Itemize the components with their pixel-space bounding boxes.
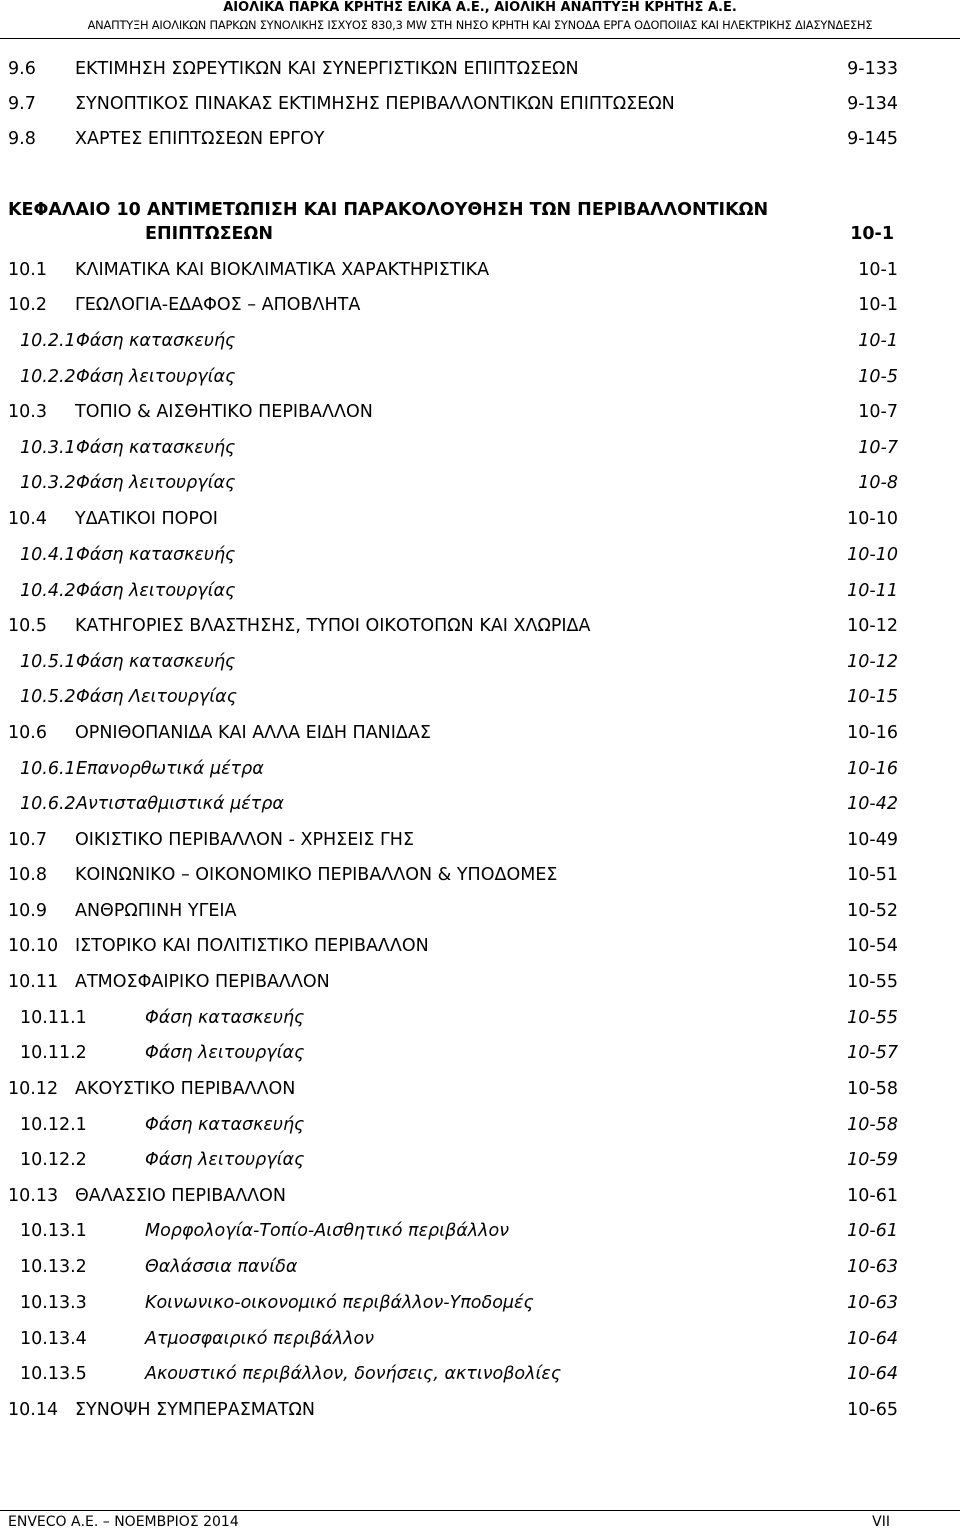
toc-page: 10-15 (847, 687, 898, 707)
toc-number: 10.13.5 (20, 1364, 87, 1384)
toc-title: ΧΑΡΤΕΣ ΕΠΙΠΤΩΣΕΩΝ ΕΡΓΟΥ (75, 129, 325, 149)
toc-page: 10-10 (847, 545, 898, 565)
toc-title: ΟΡΝΙΘΟΠΑΝΙΔΑ ΚΑΙ ΑΛΛΑ ΕΙΔΗ ΠΑΝΙΔΑΣ (75, 723, 431, 743)
toc-subentry[interactable] (0, 363, 960, 391)
toc-entry[interactable] (0, 505, 960, 533)
toc-number: 10.7 (8, 830, 47, 850)
toc-title: Ακουστικό περιβάλλον, δονήσεις, ακτινοβολίες (145, 1364, 562, 1384)
header-companies: ΑΙΟΛΙΚΑ ΠΑΡΚΑ ΚΡΗΤΗΣ ΕΛΙΚΑ Α.Ε., ΑΙΟΛΙΚΗ ΑΝΑΠΤΥΞΗ ΚΡΗΤΗΣ Α.Ε. (223, 0, 737, 15)
toc-entry[interactable] (0, 1182, 960, 1210)
toc-title: ΑΚΟΥΣΤΙΚΟ ΠΕΡΙΒΑΛΛΟΝ (75, 1079, 296, 1099)
toc-number: 10.6.2 (20, 794, 76, 814)
toc-number: 10.9 (8, 901, 47, 921)
toc-page: 10-61 (847, 1221, 898, 1241)
toc-subentry[interactable] (0, 1253, 960, 1281)
toc-entry[interactable] (0, 125, 960, 153)
toc-page: 10-63 (847, 1293, 898, 1313)
toc-number: 9.6 (8, 59, 36, 79)
toc-number: 10.11.1 (20, 1008, 87, 1028)
toc-subentry[interactable] (0, 327, 960, 355)
chapter-title-line1: ΚΕΦΑΛΑΙΟ 10 ΑΝΤΙΜΕΤΩΠΙΣΗ ΚΑΙ ΠΑΡΑΚΟΛΟΥΘΗΣΗ ΤΩΝ ΠΕΡΙΒΑΛΛΟΝΤΙΚΩΝ (8, 200, 769, 220)
toc-number: 10.6.1 (20, 759, 76, 779)
toc-number: 10.14 (8, 1400, 59, 1420)
toc-page: 10-64 (847, 1364, 898, 1384)
toc-title: ΣΥΝΟΨΗ ΣΥΜΠΕΡΑΣΜΑΤΩΝ (75, 1400, 315, 1420)
toc-page: 10-1 (858, 331, 898, 351)
toc-subentry[interactable] (0, 577, 960, 605)
toc-subentry[interactable] (0, 1289, 960, 1317)
toc-page: 10-57 (847, 1043, 898, 1063)
toc-title: Φάση λειτουργίας (76, 473, 236, 493)
toc-subentry[interactable] (0, 648, 960, 676)
toc-number: 10.12.2 (20, 1150, 87, 1170)
toc-title: Φάση Λειτουργίας (76, 687, 237, 707)
toc-number: 10.8 (8, 865, 47, 885)
toc-entry[interactable] (0, 55, 960, 83)
toc-entry[interactable] (0, 826, 960, 854)
header-project-title: ΑΝΑΠΤΥΞΗ ΑΙΟΛΙΚΩΝ ΠΑΡΚΩΝ ΣΥΝΟΛΙΚΗΣ ΙΣΧΥΟΣ 830,3 MW ΣΤΗ ΝΗΣΟ ΚΡΗΤΗ ΚΑΙ ΣΥΝΟΔΑ ΕΡΓΑ ΟΔΟΠΟΙΙΑΣ ΚΑΙ ΗΛΕΚΤΡΙΚΗΣ ΔΙΑΣΥΝΔΕΣΗΣ (87, 18, 873, 32)
toc-number: 10.2.1 (20, 331, 76, 351)
toc-entry[interactable] (0, 1396, 960, 1424)
toc-title: Φάση κατασκευής (76, 438, 236, 458)
toc-page: 10-1 (858, 295, 898, 315)
page-header (0, 0, 960, 40)
toc-number: 10.13.2 (20, 1257, 87, 1277)
toc-subentry[interactable] (0, 1217, 960, 1245)
toc-subentry[interactable] (0, 1146, 960, 1174)
toc-subentry[interactable] (0, 790, 960, 818)
toc-page: 10-55 (847, 972, 898, 992)
toc-entry[interactable] (0, 291, 960, 319)
toc-title: Φάση λειτουργίας (76, 367, 236, 387)
toc-page: 10-49 (847, 830, 898, 850)
toc-title: ΚΛΙΜΑΤΙΚΑ ΚΑΙ ΒΙΟΚΛΙΜΑΤΙΚΑ ΧΑΡΑΚΤΗΡΙΣΤΙΚΑ (75, 260, 490, 280)
toc-entry[interactable] (0, 90, 960, 118)
toc-entry[interactable] (0, 256, 960, 284)
toc-page: 9-134 (847, 94, 898, 114)
toc-title: ΑΝΘΡΩΠΙΝΗ ΥΓΕΙΑ (75, 901, 237, 921)
toc-title: Φάση κατασκευής (76, 652, 236, 672)
toc-title: ΣΥΝΟΠΤΙΚΟΣ ΠΙΝΑΚΑΣ ΕΚΤΙΜΗΣΗΣ ΠΕΡΙΒΑΛΛΟΝΤΙΚΩΝ ΕΠΙΠΤΩΣΕΩΝ (75, 94, 675, 114)
toc-page: 10-16 (847, 723, 898, 743)
toc-entry[interactable] (0, 861, 960, 889)
toc-page: 10-11 (847, 581, 898, 601)
toc-page: 10-54 (847, 936, 898, 956)
toc-number: 10.13.1 (20, 1221, 87, 1241)
toc-number: 10.6 (8, 723, 47, 743)
toc-entry[interactable] (0, 719, 960, 747)
toc-subentry[interactable] (0, 1039, 960, 1067)
toc-number: 10.4.2 (20, 581, 76, 601)
toc-page: 10-63 (847, 1257, 898, 1277)
toc-number: 10.4 (8, 509, 47, 529)
toc-page: 10-61 (847, 1186, 898, 1206)
toc-entry[interactable] (0, 1075, 960, 1103)
toc-page: 10-65 (847, 1400, 898, 1420)
toc-entry[interactable] (0, 968, 960, 996)
toc-subentry[interactable] (0, 469, 960, 497)
toc-page: 10-51 (847, 865, 898, 885)
toc-page: 10-8 (858, 473, 898, 493)
toc-entry[interactable] (0, 398, 960, 426)
toc-title: ΙΣΤΟΡΙΚΟ ΚΑΙ ΠΟΛΙΤΙΣΤΙΚΟ ΠΕΡΙΒΑΛΛΟΝ (75, 936, 429, 956)
toc-number: 10.13 (8, 1186, 59, 1206)
toc-subentry[interactable] (0, 1004, 960, 1032)
toc-title: Φάση λειτουργίας (145, 1043, 305, 1063)
toc-subentry[interactable] (0, 683, 960, 711)
toc-title: ΚΟΙΝΩΝΙΚΟ – ΟΙΚΟΝΟΜΙΚΟ ΠΕΡΙΒΑΛΛΟΝ & ΥΠΟΔΟΜΕΣ (75, 865, 558, 885)
toc-page: 10-59 (847, 1150, 898, 1170)
chapter-page: 10-1 (850, 224, 894, 244)
toc-entry[interactable] (0, 897, 960, 925)
toc-number: 9.8 (8, 129, 36, 149)
toc-page: 10-12 (847, 652, 898, 672)
toc-number: 10.3.1 (20, 438, 76, 458)
toc-title: Κοινωνικο-οικονομικό περιβάλλον-Υποδομές (145, 1293, 534, 1313)
toc-entry[interactable] (0, 612, 960, 640)
toc-page: 10-58 (847, 1079, 898, 1099)
page-number: VII (872, 1514, 890, 1530)
toc-title: Φάση κατασκευής (76, 331, 236, 351)
toc-title: ΥΔΑΤΙΚΟΙ ΠΟΡΟΙ (75, 509, 218, 529)
header-divider (0, 38, 960, 39)
toc-title: Επανορθωτικά μέτρα (76, 759, 264, 779)
toc-page: 10-64 (847, 1329, 898, 1349)
toc-title: ΓΕΩΛΟΓΙΑ-ΕΔΑΦΟΣ – ΑΠΟΒΛΗΤΑ (75, 295, 361, 315)
chapter-title-line2: ΕΠΙΠΤΩΣΕΩΝ (145, 224, 274, 244)
toc-title: ΘΑΛΑΣΣΙΟ ΠΕΡΙΒΑΛΛΟΝ (75, 1186, 287, 1206)
toc-subentry[interactable] (0, 1360, 960, 1388)
toc-subentry[interactable] (0, 1325, 960, 1353)
toc-title: ΟΙΚΙΣΤΙΚΟ ΠΕΡΙΒΑΛΛΟΝ - ΧΡΗΣΕΙΣ ΓΗΣ (75, 830, 415, 850)
toc-page: 9-145 (847, 129, 898, 149)
toc-subentry[interactable] (0, 1111, 960, 1139)
toc-number: 10.13.4 (20, 1329, 87, 1349)
toc-number: 10.2 (8, 295, 47, 315)
toc-page: 10-55 (847, 1008, 898, 1028)
toc-title: ΑΤΜΟΣΦΑΙΡΙΚΟ ΠΕΡΙΒΑΛΛΟΝ (75, 972, 330, 992)
toc-page: 10-10 (847, 509, 898, 529)
toc-number: 10.12 (8, 1079, 59, 1099)
toc-number: 10.5.1 (20, 652, 76, 672)
toc-page: 10-5 (858, 367, 898, 387)
footer-company-date: ENVECO Α.Ε. – ΝΟΕΜΒΡΙΟΣ 2014 (8, 1514, 239, 1530)
toc-title: Αντισταθμιστικά μέτρα (76, 794, 284, 814)
page-footer (0, 1510, 960, 1530)
toc-subentry[interactable] (0, 541, 960, 569)
toc-number: 10.5 (8, 616, 47, 636)
toc-number: 10.3 (8, 402, 47, 422)
toc-page: 10-1 (858, 260, 898, 280)
toc-number: 10.11 (8, 972, 59, 992)
toc-number: 9.7 (8, 94, 36, 114)
toc-page: 10-52 (847, 901, 898, 921)
toc-number: 10.5.2 (20, 687, 76, 707)
toc-title: ΚΑΤΗΓΟΡΙΕΣ ΒΛΑΣΤΗΣΗΣ, ΤΥΠΟΙ ΟΙΚΟΤΟΠΩΝ ΚΑΙ ΧΛΩΡΙΔΑ (75, 616, 591, 636)
toc-page: 9-133 (847, 59, 898, 79)
toc-title: ΤΟΠΙΟ & ΑΙΣΘΗΤΙΚΟ ΠΕΡΙΒΑΛΛΟΝ (75, 402, 373, 422)
toc-page: 10-7 (858, 438, 898, 458)
toc-title: Ατμοσφαιρικό περιβάλλον (145, 1329, 374, 1349)
toc-number: 10.1 (8, 260, 47, 280)
toc-entry[interactable] (0, 932, 960, 960)
toc-page: 10-16 (847, 759, 898, 779)
toc-number: 10.13.3 (20, 1293, 87, 1313)
toc-title: Φάση λειτουργίας (145, 1150, 305, 1170)
toc-number: 10.12.1 (20, 1115, 87, 1135)
toc-title: Μορφολογία-Τοπίο-Αισθητικό περιβάλλον (145, 1221, 509, 1241)
toc-page: 10-7 (858, 402, 898, 422)
toc-subentry[interactable] (0, 434, 960, 462)
toc-number: 10.3.2 (20, 473, 76, 493)
toc-title: Φάση κατασκευής (76, 545, 236, 565)
toc-title: Φάση κατασκευής (145, 1008, 305, 1028)
toc-page: 10-58 (847, 1115, 898, 1135)
toc-title: ΕΚΤΙΜΗΣΗ ΣΩΡΕΥΤΙΚΩΝ ΚΑΙ ΣΥΝΕΡΓΙΣΤΙΚΩΝ ΕΠΙΠΤΩΣΕΩΝ (75, 59, 579, 79)
toc-title: Φάση λειτουργίας (76, 581, 236, 601)
footer-divider (0, 1510, 960, 1511)
toc-number: 10.2.2 (20, 367, 76, 387)
toc-number: 10.4.1 (20, 545, 76, 565)
toc-page: 10-42 (847, 794, 898, 814)
toc-title: Φάση κατασκευής (145, 1115, 305, 1135)
toc-page: 10-12 (847, 616, 898, 636)
toc-number: 10.11.2 (20, 1043, 87, 1063)
toc-number: 10.10 (8, 936, 59, 956)
toc-title: Θαλάσσια πανίδα (145, 1257, 298, 1277)
toc-subentry[interactable] (0, 755, 960, 783)
